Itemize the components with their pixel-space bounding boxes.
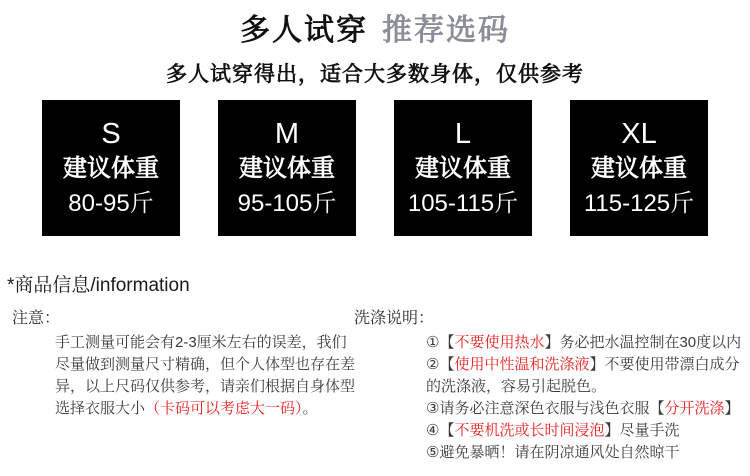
size-box-xl [570, 100, 708, 236]
size-label: 建议体重 [415, 154, 511, 182]
notice-label: 注意： [12, 310, 61, 327]
notice-text-segment: 。 [302, 400, 318, 417]
instruction-highlight: 不要使用热水 [454, 334, 545, 351]
info-columns [0, 308, 750, 464]
size-weight: 115-125斤 [583, 189, 695, 217]
page-title-main: 多人试穿 [240, 14, 368, 47]
instruction-highlight: 分开洗涤 [664, 400, 725, 417]
size-box-row [0, 100, 750, 236]
size-label: 建议体重 [591, 154, 687, 182]
washing-instruction-4 [426, 420, 746, 442]
page-subtitle: 多人试穿得出，适合大多数身体，仅供参考 [166, 63, 584, 86]
instruction-segment: 】务必把水温控制在30度以内 [544, 334, 742, 351]
size-box-m [218, 100, 356, 236]
washing-instruction-5 [426, 442, 746, 464]
page-title [0, 13, 750, 49]
size-box-l [394, 100, 532, 236]
notice-text-segment: 手工测量可能会有2-3厘米左右的误差，我们尽量做到测量尺寸精确，但个人体型也存在差异，以上尺码仅供参考，请亲们根据自身体型选择衣服大小 [55, 334, 356, 417]
size-letter: S [101, 117, 121, 150]
washing-instruction-list [426, 332, 746, 464]
size-letter: XL [621, 117, 657, 150]
instruction-segment: 】尽量手洗 [604, 422, 680, 439]
instruction-segment: ③请务必注意深色衣服与浅色衣服【 [426, 400, 665, 417]
size-letter: M [274, 117, 300, 150]
section-title-product-info: *商品信息/information [7, 275, 190, 296]
instruction-segment: ④【 [426, 422, 455, 439]
washing-label: 洗涤说明： [354, 310, 435, 327]
instruction-segment: 】不要使用带漂白成分的洗涤液，容易引起脱色。 [426, 356, 740, 395]
header [0, 0, 750, 88]
instruction-highlight: 使用中性温和洗涤液 [454, 356, 590, 373]
size-label: 建议体重 [63, 154, 159, 182]
size-weight: 105-115斤 [407, 189, 519, 217]
instruction-segment: ⑤避免暴晒！请在阴凉通风处自然晾干 [426, 444, 680, 461]
size-weight: 95-105斤 [237, 189, 337, 217]
page-title-sub: 推荐选码 [382, 14, 510, 47]
instruction-segment: 】 [724, 400, 740, 417]
washing-instruction-1 [426, 332, 746, 354]
instruction-segment: ②【 [426, 356, 455, 373]
notice-paragraph [55, 332, 359, 420]
instruction-segment: ①【 [426, 334, 455, 351]
size-box-s [42, 100, 180, 236]
notice-text-highlight: （卡码可以考虑大一码） [145, 400, 303, 417]
washing-instruction-3 [426, 398, 746, 420]
washing-column [346, 308, 750, 464]
size-weight: 80-95斤 [68, 189, 154, 217]
instruction-highlight: 不要机洗或长时间浸泡 [454, 422, 605, 439]
notice-column [0, 308, 356, 464]
washing-instruction-2 [426, 354, 746, 398]
size-label: 建议体重 [239, 154, 335, 182]
size-letter: L [454, 117, 472, 150]
